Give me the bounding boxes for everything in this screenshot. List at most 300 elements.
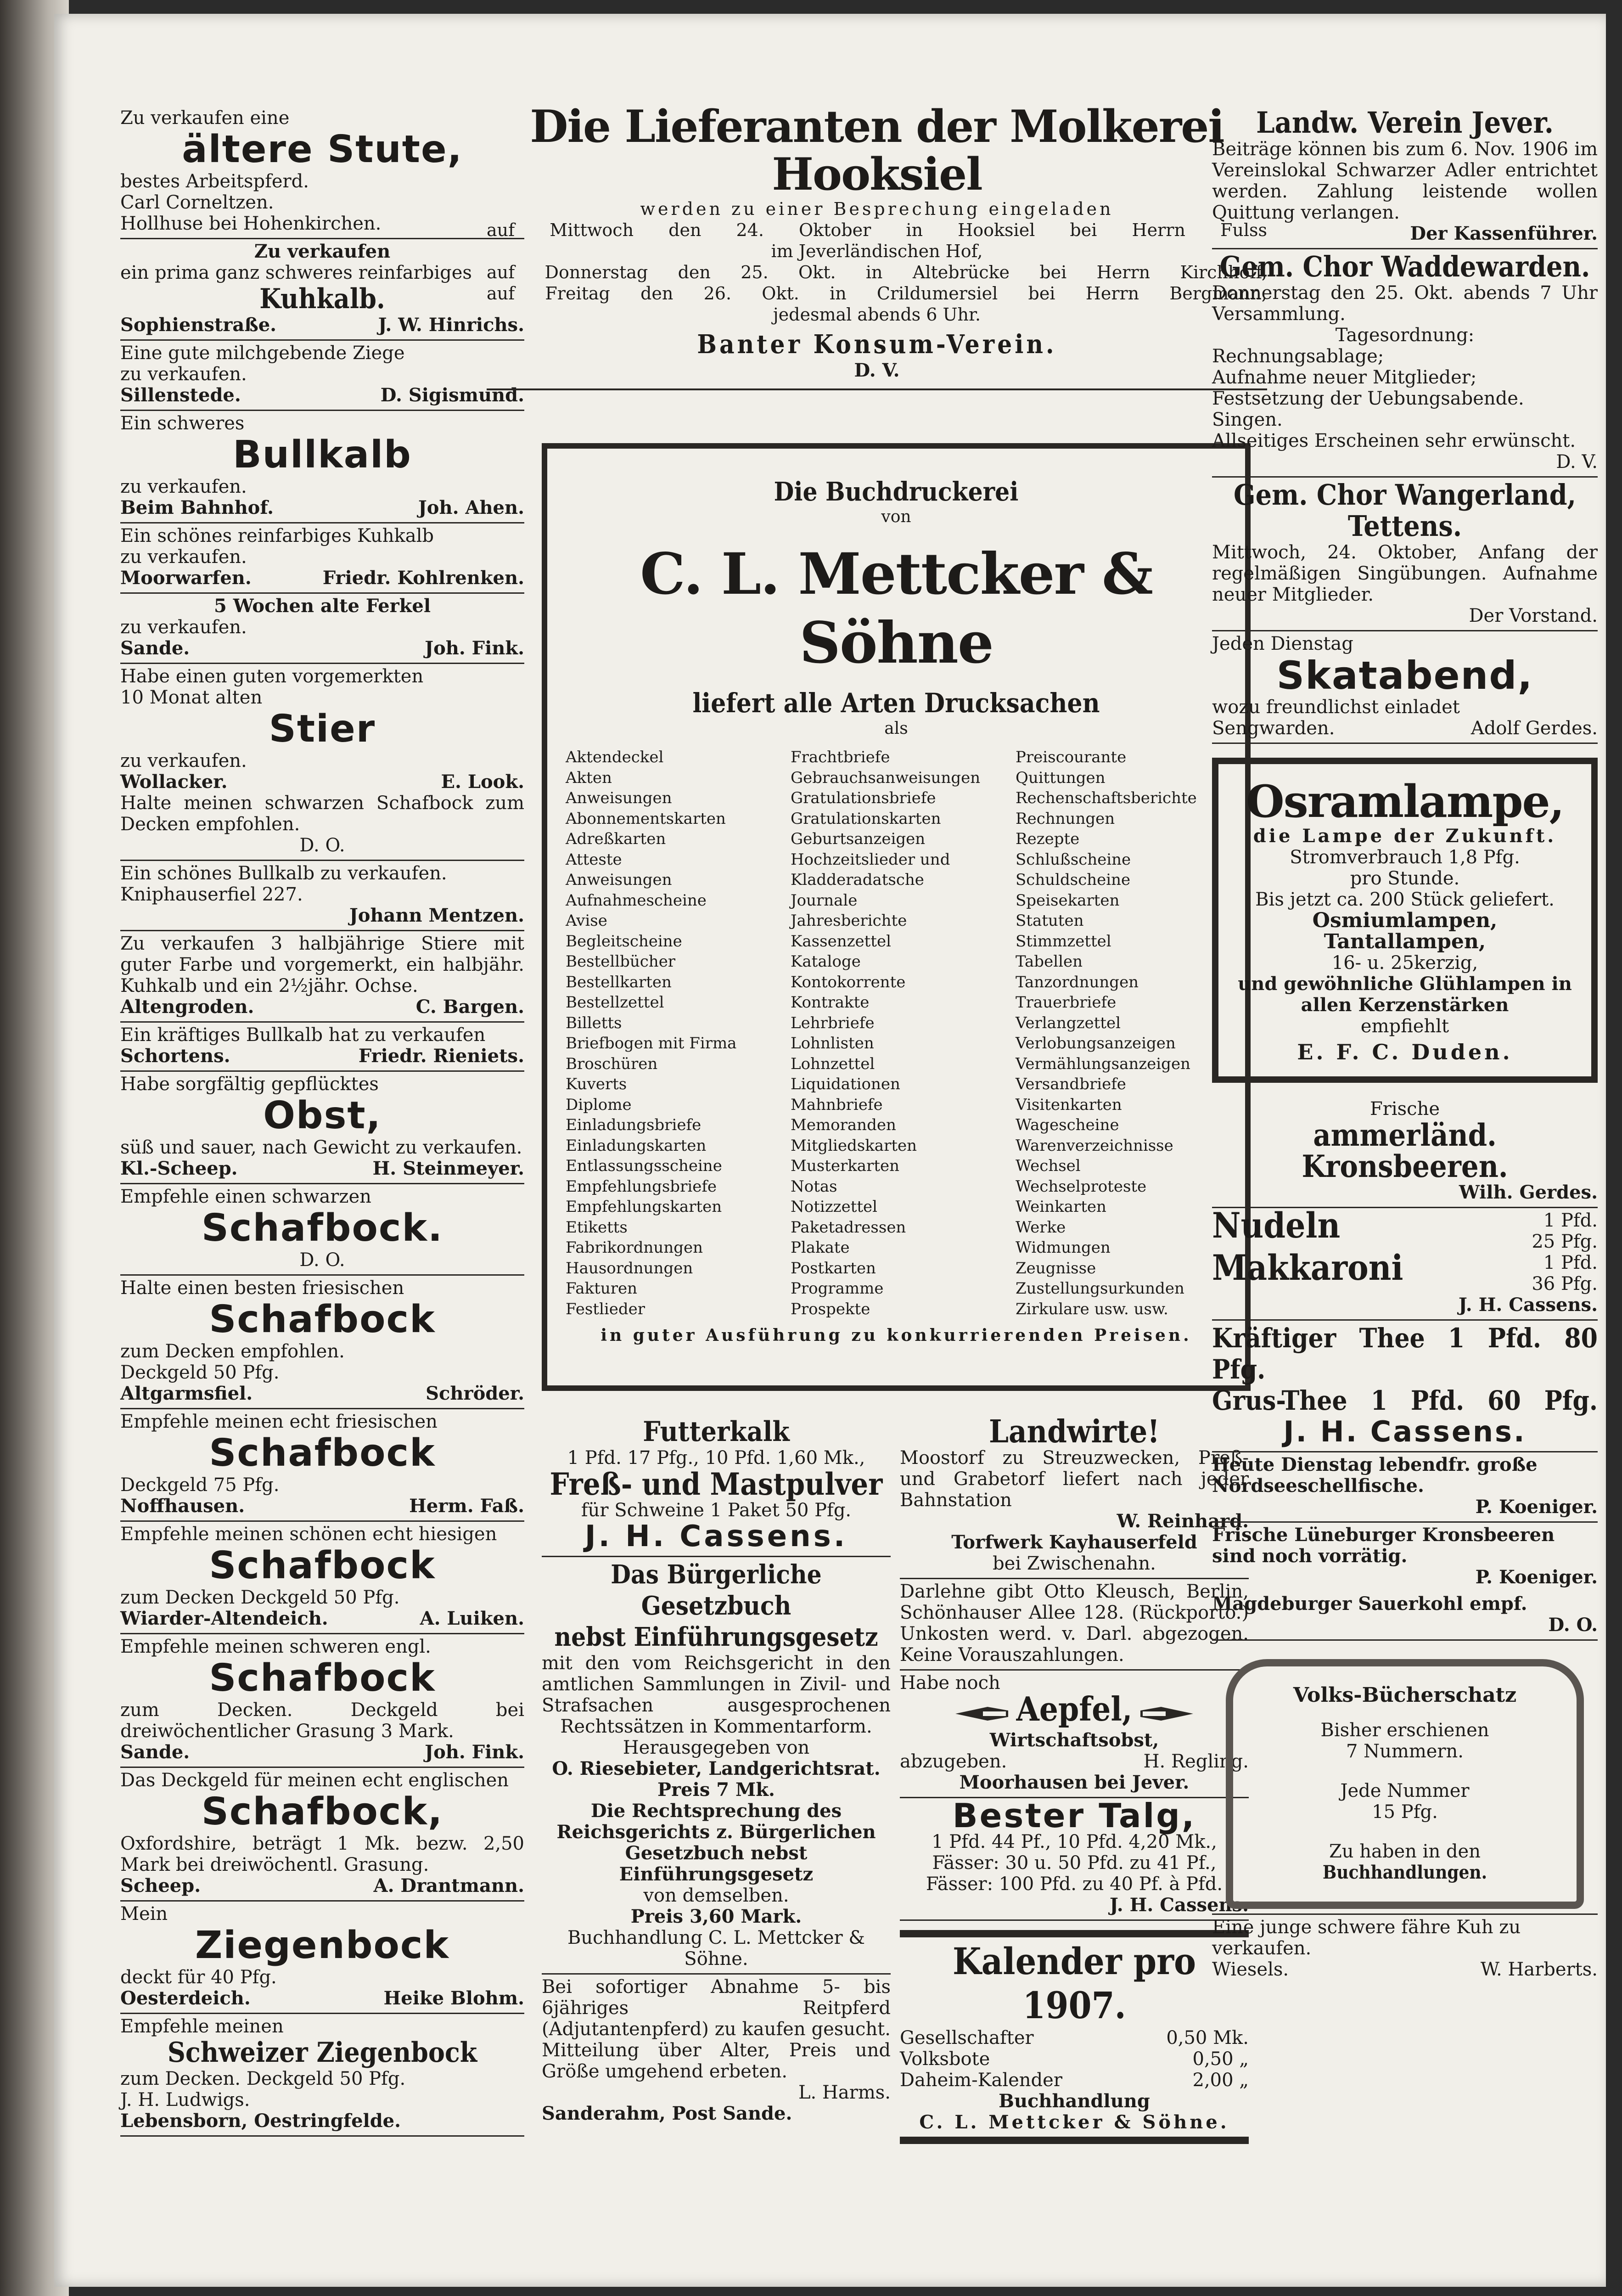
product-item: Zustellungsurkunden	[1016, 1279, 1184, 1298]
notice-signature: D. V.	[854, 360, 900, 381]
ad-signature: J. H. Cassens.	[584, 1519, 848, 1553]
product-item: Zeugnisse	[1016, 1259, 1096, 1277]
product-item: Wagescheine	[1016, 1116, 1119, 1134]
ad-line: Empfehle meinen schweren engl.	[120, 1636, 431, 1657]
ad-author: O. Riesebieter, Landgerichtsrat.	[552, 1758, 881, 1779]
ad-line: bestes Arbeitspferd.	[120, 171, 309, 192]
ad-place: Oesterdeich.	[120, 1987, 251, 2009]
classified-ad	[120, 411, 524, 523]
price-row	[1212, 1247, 1598, 1294]
ad-place: Altgarmsfiel.	[120, 1383, 253, 1404]
classified-ad	[120, 861, 524, 931]
ad-signature-row	[120, 2110, 524, 2132]
ad-line: Stromverbrauch 1,8 Pfg.	[1290, 847, 1520, 868]
product-column	[566, 747, 777, 1319]
ad-big: Schafbock	[209, 1544, 436, 1587]
ad-line: Tagesordnung:	[1335, 325, 1475, 346]
product-item: Bestellbücher	[566, 952, 676, 971]
ad-signature: J. W. Hinrichs.	[378, 314, 524, 336]
ad-signature: Schröder.	[426, 1383, 524, 1404]
ad-line: Bis jetzt ca. 200 Stück geliefert.	[1255, 889, 1555, 910]
middle-left-subcolumn	[542, 1414, 891, 2128]
product-item: Gratulationsbriefe	[791, 789, 936, 807]
ad-line: Ein schönes reinfarbiges Kuhkalb	[120, 525, 434, 546]
product-item: Lehrbriefe	[791, 1013, 875, 1032]
ad-signature: Der Vorstand.	[1469, 605, 1598, 626]
product-item: Plakate	[791, 1238, 850, 1257]
ad-signature: Friedr. Rieniets.	[358, 1045, 524, 1067]
ad-big: Schafbock	[209, 1431, 436, 1475]
product-item: Anweisungen	[566, 789, 672, 807]
ad-title: Tettens.	[1347, 509, 1462, 543]
ad-line: Habe sorgfältig gepflücktes	[120, 1074, 379, 1095]
ad-signature: Joh. Ahen.	[418, 497, 524, 518]
product-item: Abonnementskarten	[566, 809, 726, 828]
ad-line: zum Decken. Deckgeld 50 Pfg.	[120, 2068, 406, 2089]
price-row	[900, 2070, 1249, 2091]
ad-big: Schafbock.	[201, 1206, 443, 1250]
ad-title: Landw. Verein Jever.	[1256, 106, 1554, 140]
ad-text: Frische Lüneburger Kronsbeeren sind noch vorrätig.	[1212, 1524, 1555, 1567]
product-item: Akten	[566, 768, 612, 787]
product-item: Kontokorrente	[791, 973, 906, 991]
osramlampe-ad	[1212, 758, 1598, 1083]
ad-line: zu verkaufen.	[120, 546, 247, 568]
ad-place: Sande.	[120, 637, 190, 659]
ad-line: Buchhandlung	[999, 2090, 1150, 2112]
ad-line: Torfwerk Kayhauserfeld	[951, 1531, 1197, 1553]
kuh-ad	[1212, 1913, 1598, 1984]
product-item: Widmungen	[1016, 1238, 1111, 1257]
product-column	[791, 747, 1002, 1319]
product-item: Fabrikordnungen	[566, 1238, 703, 1257]
ad-title: nebst Einführungsgesetz	[554, 1622, 878, 1652]
ad-big: ältere Stute,	[182, 128, 463, 171]
notice-line: auf Donnerstag den 25. Okt. in Altebrücke bei Herrn Kirchhoff,	[487, 262, 1267, 282]
ad-line: zum Decken. Deckgeld bei dreiwöchentlicher Grasung 3 Mark.	[120, 1699, 524, 1742]
product-item: Werke	[1016, 1218, 1066, 1237]
ad-place: Beim Bahnhof.	[120, 497, 274, 518]
ad-line: von demselben.	[643, 1885, 789, 1906]
ad-line: 1 Pfd. 44 Pf., 10 Pfd. 4,20 Mk.,	[932, 1831, 1217, 1852]
ad-signature: Joh. Fink.	[425, 637, 524, 659]
kronsbeeren-ad	[1212, 1097, 1598, 1208]
ad-signature: Adolf Gerdes.	[1470, 718, 1598, 739]
ad-text: Die Rechtsprechung des Reichsgerichts z. Bürgerlichen Gesetzbuch nebst Einführungsgesetz	[556, 1800, 876, 1885]
product-item: Verlobungsanzeigen	[1016, 1034, 1176, 1052]
ad-signature: P. Koeniger.	[1475, 1566, 1598, 1588]
ad-big: Schweizer Ziegenbock	[167, 2037, 477, 2069]
ad-signature: H. Regling.	[1143, 1751, 1249, 1772]
ad-line: Osmiumlampen,	[1312, 909, 1498, 932]
ad-line: Deckgeld 50 Pfg.	[120, 1362, 280, 1383]
ad-line: zum Decken empfohlen.	[120, 1341, 345, 1362]
product-item: Entlassungsscheine	[566, 1157, 722, 1175]
ad-signature: J. H. Cassens.	[1109, 1894, 1249, 1916]
classified-ad	[120, 1184, 524, 1276]
product-item: Kontrakte	[791, 993, 870, 1012]
ad-line: 10 Monat alten	[120, 687, 263, 708]
product-item: Programme	[791, 1279, 884, 1298]
product-item: Bestellkarten	[566, 973, 672, 991]
product-item: Quittungen	[1016, 768, 1106, 787]
product-item: Wechsel	[1016, 1157, 1081, 1175]
printer-name: C. L. Mettcker & Söhne	[640, 541, 1152, 676]
ad-line: Jeden Dienstag	[1212, 633, 1353, 654]
ad-signature-row	[120, 1046, 524, 1067]
right-column	[1212, 106, 1598, 1984]
price-label: Volksbote	[900, 2048, 990, 2070]
ad-line: 1 Pfd. 17 Pfg., 10 Pfd. 1,60 Mk.,	[567, 1447, 865, 1469]
product-item: Preiscourante	[1016, 748, 1127, 766]
ad-big: Nudeln	[1212, 1205, 1341, 1246]
chor-wangerland-notice	[1212, 478, 1598, 631]
ad-line: Kniphauserfiel 227.	[120, 884, 303, 905]
ad-signature-row	[1212, 718, 1598, 739]
ad-title: Kalender pro 1907.	[953, 1940, 1196, 2027]
ad-line: wozu freundlichst einladet	[1212, 697, 1460, 718]
ad-big: Bester Talg,	[952, 1796, 1196, 1835]
product-grid	[566, 747, 1227, 1319]
product-item: Musterkarten	[791, 1157, 900, 1175]
ad-place: Wiarder-Altendeich.	[120, 1608, 328, 1629]
middle-right-subcolumn	[900, 1414, 1249, 2144]
product-item: Tabellen	[1016, 952, 1083, 971]
ad-place: Sanderahm, Post Sande.	[542, 2103, 792, 2124]
aepfel-ad	[900, 1671, 1249, 1798]
ad-signature-row	[120, 1608, 524, 1629]
ad-line: pro Stunde.	[1350, 868, 1460, 889]
ad-text: und gewöhnliche Glühlampen in allen Kerzenstärken	[1238, 973, 1572, 1016]
ad-signature: C. Bargen.	[415, 996, 524, 1018]
product-item: Schlußscheine	[1016, 850, 1131, 869]
classified-ad	[120, 1522, 524, 1634]
ad-title: Das Bürgerliche Gesetzbuch	[611, 1559, 822, 1621]
ad-signature-row	[120, 638, 524, 659]
ad-line: Eine gute milchgebende Ziege	[120, 343, 405, 364]
product-item: Visitenkarten	[1016, 1095, 1122, 1114]
ad-text: Donnerstag den 25. Okt. abends 7 Uhr Versammlung.	[1212, 282, 1598, 325]
price-value: 0,50 Mk.	[1166, 2027, 1249, 2048]
ad-signature-row	[120, 568, 524, 589]
ad-line: Ein schönes Bullkalb zu verkaufen.	[120, 863, 447, 884]
product-item: Statuten	[1016, 912, 1084, 930]
ad-signature: Johann Mentzen.	[349, 905, 524, 926]
printer-line: liefert alle Arten Drucksachen	[692, 687, 1100, 719]
product-item: Festlieder	[566, 1300, 645, 1318]
ad-title: Zu verkaufen	[254, 241, 391, 262]
ad-title: Gem. Chor Wangerland,	[1233, 478, 1577, 512]
product-item: Wechselproteste	[1016, 1177, 1147, 1196]
ad-line: Jede Nummer	[1340, 1780, 1470, 1801]
aepfel-heading	[900, 1689, 1249, 1730]
product-item: Begleitscheine	[566, 932, 682, 951]
agenda-item: Rechnungsablage;	[1212, 346, 1384, 367]
price-label: Gesellschafter	[900, 2027, 1034, 2048]
ad-signature: Heike Blohm.	[383, 1987, 524, 2009]
ad-line: bei Zwischenahn.	[993, 1553, 1156, 1574]
ad-signature: D. O.	[299, 1249, 345, 1271]
price-row	[1212, 1205, 1598, 1252]
ad-line: empfiehlt	[1360, 1016, 1449, 1037]
agenda-item: Aufnahme neuer Mitglieder;	[1212, 367, 1477, 388]
product-item: Tanzordnungen	[1016, 973, 1139, 991]
darlehne-ad	[900, 1579, 1249, 1671]
buecherschatz-ad	[1226, 1659, 1584, 1909]
ad-place: Altengroden.	[120, 996, 254, 1018]
product-item: Briefbogen mit Firma	[566, 1034, 737, 1052]
notice-line: im Jeverländischen Hof,	[771, 241, 983, 261]
product-item: Warenverzeichnisse	[1016, 1136, 1173, 1155]
product-item: Billetts	[566, 1013, 622, 1032]
product-item: Fakturen	[566, 1279, 637, 1298]
product-item: Trauerbriefe	[1016, 993, 1117, 1012]
ad-title: Landwirte!	[988, 1413, 1160, 1450]
product-item: Liquidationen	[791, 1075, 900, 1093]
ad-signature-row	[120, 385, 524, 406]
printer-line: als	[884, 719, 908, 738]
ad-text: Magdeburger Sauerkohl empf.	[1212, 1593, 1527, 1615]
product-item: Gebrauchsanweisungen	[791, 768, 981, 787]
ad-line: Zu verkaufen 3 halbjährige Stiere mit guter Farbe und vorgemerkt, ein halbjähr. Kuhkalb und ein 2½jähr. Ochse.	[120, 933, 524, 996]
ad-signature: Joh. Fink.	[425, 1741, 524, 1763]
product-column	[1016, 747, 1227, 1319]
product-item: Aktendeckel	[566, 748, 664, 766]
middle-column	[487, 101, 1267, 390]
product-item: Notizzettel	[791, 1198, 878, 1216]
ad-line: abzugeben.	[900, 1751, 1007, 1772]
product-item: Versandbriefe	[1016, 1075, 1126, 1093]
ad-big: Kuhkalb.	[259, 283, 385, 315]
product-item: Rechenschaftsberichte	[1016, 789, 1197, 807]
ad-signature-row	[120, 1742, 524, 1763]
ad-price: Preis 3,60 Mark.	[630, 1906, 802, 1927]
product-item: Weinkarten	[1016, 1198, 1106, 1216]
schellfische-ad	[1212, 1452, 1598, 1523]
notice-line: auf Freitag den 26. Okt. in Crildumersiel bei Herrn Bergmann,	[487, 283, 1267, 304]
product-item: Mahnbriefe	[791, 1095, 883, 1114]
chor-waddewarden-notice	[1212, 249, 1598, 478]
ad-line: Herausgegeben von	[623, 1737, 810, 1758]
product-item: Hausordnungen	[566, 1259, 693, 1277]
product-item: Vermählungsanzeigen	[1016, 1054, 1190, 1073]
ad-line: Halte einen besten friesischen	[120, 1277, 404, 1299]
classified-ad	[120, 106, 524, 239]
ad-title: Futterkalk	[643, 1416, 790, 1448]
ad-signature-row	[120, 315, 524, 336]
ad-line: Tantallampen,	[1324, 930, 1486, 953]
product-item: Schuldscheine	[1016, 871, 1131, 889]
agenda-item: Festsetzung der Uebungsabende.	[1212, 388, 1524, 409]
product-item: Zirkulare usw. usw.	[1016, 1300, 1168, 1318]
ad-place: Wiesels.	[1212, 1959, 1289, 1980]
ad-signature: W. Reinhard.	[1117, 1510, 1249, 1532]
product-item: Notas	[791, 1177, 837, 1196]
ad-line: Buchhandlungen.	[1322, 1862, 1487, 1883]
classified-ad	[120, 523, 524, 594]
ad-line: Habe einen guten vorgemerkten	[120, 666, 424, 687]
ad-line: ein prima ganz schweres reinfarbiges	[120, 262, 472, 283]
ad-signature-row	[1212, 1959, 1598, 1980]
ad-line: J. H. Ludwigs.	[120, 2089, 250, 2110]
ad-big: Freß- und Mastpulver	[550, 1466, 883, 1502]
product-item: Speisekarten	[1016, 891, 1120, 910]
ad-title: Gem. Chor Waddewarden.	[1219, 250, 1590, 283]
ad-signature: A. Drantmann.	[373, 1875, 524, 1896]
product-item: Einladungskarten	[566, 1136, 707, 1155]
ad-big: Schafbock	[209, 1298, 436, 1341]
ad-signature-row	[120, 905, 524, 926]
classified-ad	[120, 1072, 524, 1184]
ad-signature-row	[120, 1496, 524, 1517]
ad-place: Scheep.	[120, 1875, 201, 1896]
product-item: Lohnzettel	[791, 1054, 875, 1073]
ad-text: mit den vom Reichsgericht in den amtlichen Sammlungen in Zivil- und Strafsachen ausgesprochenen Rechtssätzen in Kommentarform.	[542, 1653, 891, 1737]
ad-big: Schafbock,	[201, 1790, 443, 1834]
molkerei-notice	[487, 101, 1267, 390]
ad-signature-row	[120, 996, 524, 1018]
ad-signature: L. Harms.	[798, 2082, 891, 2103]
ad-place: Noffhausen.	[120, 1495, 245, 1517]
product-item: Rezepte	[1016, 830, 1080, 848]
ad-signature-row	[120, 1875, 524, 1896]
ad-line: 15 Pfg.	[1372, 1801, 1438, 1823]
ad-place: Sande.	[120, 1741, 190, 1763]
ad-text: Darlehne gibt Otto Kleusch, Berlin, Schönhauser Allee 128. (Rückporto.) Unkosten werd. v. Darl. abgezogen. Keine Vorauszahlungen.	[900, 1581, 1249, 1666]
ad-line: Oxfordshire, beträgt 1 Mk. bezw. 2,50 Mark bei dreiwöchentl. Grasung.	[120, 1833, 524, 1875]
classified-ad	[120, 1634, 524, 1768]
ad-place: Sillenstede.	[120, 384, 241, 406]
price-value: 0,50 „	[1192, 2048, 1249, 2070]
classified-ad	[120, 1768, 524, 1902]
product-item: Empfehlungsbriefe	[566, 1177, 717, 1196]
ad-signature: D. O.	[1548, 1614, 1598, 1636]
product-item: Einladungsbriefe	[566, 1116, 702, 1134]
pointing-hand-icon	[955, 1702, 1010, 1730]
ad-text: Allseitiges Erscheinen sehr erwünscht.	[1212, 430, 1576, 451]
ad-line: Empfehle meinen	[120, 2016, 284, 2037]
ad-line: Das Deckgeld für meinen echt englischen	[120, 1770, 509, 1791]
ad-big: Aepfel,	[1016, 1689, 1133, 1728]
ad-price: Preis 7 Mk.	[657, 1779, 775, 1801]
ad-line: süß und sauer, nach Gewicht zu verkaufen.	[120, 1137, 522, 1158]
product-item: Adreßkarten	[566, 830, 666, 848]
pointing-hand-icon	[1138, 1702, 1193, 1730]
product-item: Etiketts	[566, 1218, 628, 1237]
ad-line: Ein kräftiges Bullkalb hat zu verkaufen	[120, 1024, 486, 1046]
talg-ad	[900, 1798, 1249, 1921]
futterkalk-ad	[542, 1414, 891, 1557]
ad-signature: Der Kassenführer.	[1410, 223, 1598, 244]
ad-line: Deckgeld 75 Pfg.	[120, 1474, 280, 1496]
price-label: Daheim-Kalender	[900, 2070, 1062, 2091]
printer-line: Die Buchdruckerei	[774, 477, 1019, 507]
ad-signature: Friedr. Kohlrenken.	[322, 567, 524, 589]
ad-signature: A. Luiken.	[420, 1608, 524, 1629]
ad-line: Frische	[1369, 1098, 1440, 1120]
ad-big: Kräftiger Thee 1 Pfd. 80 Pfg.	[1212, 1322, 1598, 1385]
product-item: Mitgliedskarten	[791, 1136, 917, 1155]
ad-signature-row	[120, 1383, 524, 1404]
ad-signature: D. O.	[299, 835, 345, 856]
ad-line: 16- u. 25kerzig,	[1331, 952, 1478, 974]
classified-ad	[120, 1409, 524, 1522]
ad-big: Schafbock	[209, 1656, 436, 1700]
product-item: Postkarten	[791, 1259, 876, 1277]
ad-big: Ziegenbock	[195, 1924, 450, 1967]
ad-signature: E. Look.	[441, 771, 524, 793]
ad-big: ammerländ. Kronsbeeren.	[1302, 1117, 1508, 1184]
kalender-ad	[900, 1930, 1249, 2144]
product-item: Geburtsanzeigen	[791, 830, 926, 848]
product-item: Anweisungen	[566, 871, 672, 889]
ad-line: Ein schweres	[120, 413, 245, 434]
product-item: Lohnlisten	[791, 1034, 874, 1052]
ad-price: 1 Pfd. 25 Pfg.	[1532, 1210, 1598, 1252]
reitpferd-ad	[542, 1975, 891, 2128]
ad-signature: H. Steinmeyer.	[372, 1158, 524, 1179]
product-item: Kuverts	[566, 1075, 627, 1093]
ad-line: deckt für 40 Pfg.	[120, 1967, 277, 1988]
ad-signature: C. L. Mettcker & Söhne.	[919, 2111, 1229, 2133]
price-row	[900, 2048, 1249, 2070]
classified-ad	[120, 1023, 524, 1072]
product-item: Broschüren	[566, 1054, 658, 1073]
ad-signature: D. V.	[1556, 451, 1598, 473]
ad-signature: Buchhandlung C. L. Mettcker & Söhne.	[567, 1927, 865, 1970]
ad-signature: J. H. Cassens.	[1458, 1294, 1598, 1316]
printer-line: von	[881, 507, 911, 526]
ad-line: zu verkaufen.	[120, 364, 247, 385]
product-item: Frachtbriefe	[791, 748, 890, 766]
product-item: Empfehlungskarten	[566, 1198, 722, 1216]
product-item: Gratulationskarten	[791, 809, 941, 828]
ad-signature-row	[120, 1988, 524, 2009]
ad-place: Kl.-Scheep.	[120, 1158, 238, 1179]
notice-line: jedesmal abends 6 Uhr.	[773, 304, 981, 325]
ad-signature: J. H. Cassens.	[1283, 1415, 1527, 1448]
ad-signature-row	[120, 497, 524, 518]
notice-line: auf Mittwoch den 24. Oktober in Hooksiel bei Herrn Fulss	[487, 220, 1267, 240]
ad-title: 5 Wochen alte Ferkel	[213, 595, 431, 617]
ad-place: Moorwarfen.	[120, 567, 252, 589]
printer-ad-box	[542, 443, 1251, 1391]
product-item: Rechnungen	[1016, 809, 1115, 828]
thee-ad	[1212, 1321, 1598, 1452]
ad-line: Bisher erschienen	[1320, 1720, 1489, 1741]
lueneburger-ad	[1212, 1523, 1598, 1592]
ad-line: Zu verkaufen eine	[120, 107, 290, 129]
ad-line: Fässer: 30 u. 50 Pfd. zu 41 Pf.,	[932, 1852, 1217, 1874]
ad-place: Wollacker.	[120, 771, 228, 793]
classified-ad	[120, 239, 524, 341]
product-item: Kladderadatsche	[791, 871, 924, 889]
product-item: Aufnahmescheine	[566, 891, 707, 910]
product-item: Prospekte	[791, 1300, 870, 1318]
product-item: Journale	[791, 891, 858, 910]
price-value: 2,00 „	[1192, 2070, 1249, 2091]
ad-text: Eine junge schwere fähre Kuh zu verkaufen.	[1212, 1917, 1521, 1959]
ad-line: Zu haben in den	[1329, 1841, 1481, 1862]
ad-signature: W. Harberts.	[1480, 1959, 1598, 1980]
ad-big: Grus-Thee 1 Pfd. 60 Pfg.	[1212, 1385, 1598, 1416]
classified-ad	[120, 1902, 524, 2014]
ad-line: 7 Nummern.	[1346, 1741, 1464, 1762]
ad-signature: P. Koeniger.	[1475, 1496, 1598, 1518]
ad-line: für Schweine 1 Paket 50 Pfg.	[581, 1500, 852, 1521]
product-item: Avise	[566, 912, 607, 930]
product-item: Hochzeitslieder und	[791, 850, 950, 869]
